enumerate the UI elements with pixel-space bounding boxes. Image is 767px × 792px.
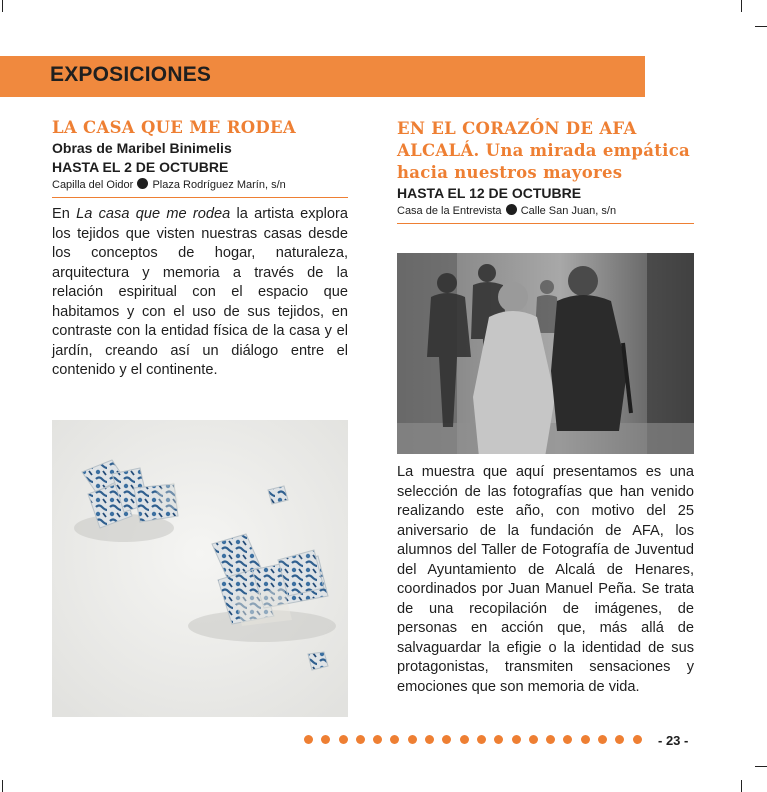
crop-mark xyxy=(755,766,767,767)
exhibition-right xyxy=(397,118,694,224)
elderly-couple-photo xyxy=(397,253,694,454)
venue-address: Calle San Juan, s/n xyxy=(520,205,617,217)
exhibition-title: EN EL CORAZÓN DE AFA ALCALÁ. Una mirada empática hacia nuestros mayores xyxy=(397,119,691,182)
crop-mark xyxy=(2,780,3,792)
walking-people-image xyxy=(397,253,694,454)
exhibition-dates: HASTA EL 12 DE OCTUBRE xyxy=(397,185,582,201)
crop-mark xyxy=(755,26,767,27)
description-text: la artista explora los tejidos que visten nuestras casas desde los conceptos de hogar, naturaleza, arquitectura y memoria a través de la relación espiritual con el espacio que habitamos y con el uso de sus tejidos, en contraste con la entidad física de la casa y el jardín, creando así un diálogo entre el contenido y el continente. xyxy=(52,206,348,378)
exhibition-location xyxy=(397,203,694,224)
exhibition-location xyxy=(52,177,348,198)
footer-dots-decoration xyxy=(304,735,642,744)
bullet-dot-icon xyxy=(506,204,517,215)
crop-mark xyxy=(2,0,3,12)
exhibition-description xyxy=(52,205,348,381)
crop-mark xyxy=(741,780,742,792)
section-title: EXPOSICIONES xyxy=(50,63,212,86)
description-italic-title: La casa que me rodea xyxy=(76,206,231,222)
venue-address: Plaza Rodríguez Marín, s/n xyxy=(152,179,286,191)
page-number: - 23 - xyxy=(658,733,689,748)
exhibition-dates: HASTA EL 2 DE OCTUBRE xyxy=(52,159,229,175)
venue-name: Casa de la Entrevista xyxy=(397,205,502,217)
section-banner xyxy=(0,56,645,97)
exhibition-subtitle: Obras de Maribel Binimelis xyxy=(52,140,232,156)
exhibition-description: La muestra que aquí presentamos es una selección de las fotografías que han venido realizando este año, con motivo del 25 aniversario de la fundación de AFA, los alumnos del Taller de Fotografía de Juventud del Ayuntamiento de Alcalá de Henares, coordinados por Juan Manuel Peña. Se trata de una recopilación de imágenes, de personas en acción que, más allá de salvaguardar la efigie o la identidad de sus protagonistas, transmiten sensaciones y emociones que son memoria de vida. xyxy=(397,464,694,695)
venue-name: Capilla del Oidor xyxy=(52,179,134,191)
description-prefix: En xyxy=(52,206,77,222)
artwork-photo xyxy=(52,420,348,717)
bullet-dot-icon xyxy=(137,178,148,189)
crop-mark xyxy=(741,0,742,12)
exhibition-title: LA CASA QUE ME RODEA xyxy=(52,118,296,137)
exhibition-left xyxy=(52,117,348,381)
ceramic-pieces-image xyxy=(52,420,348,717)
